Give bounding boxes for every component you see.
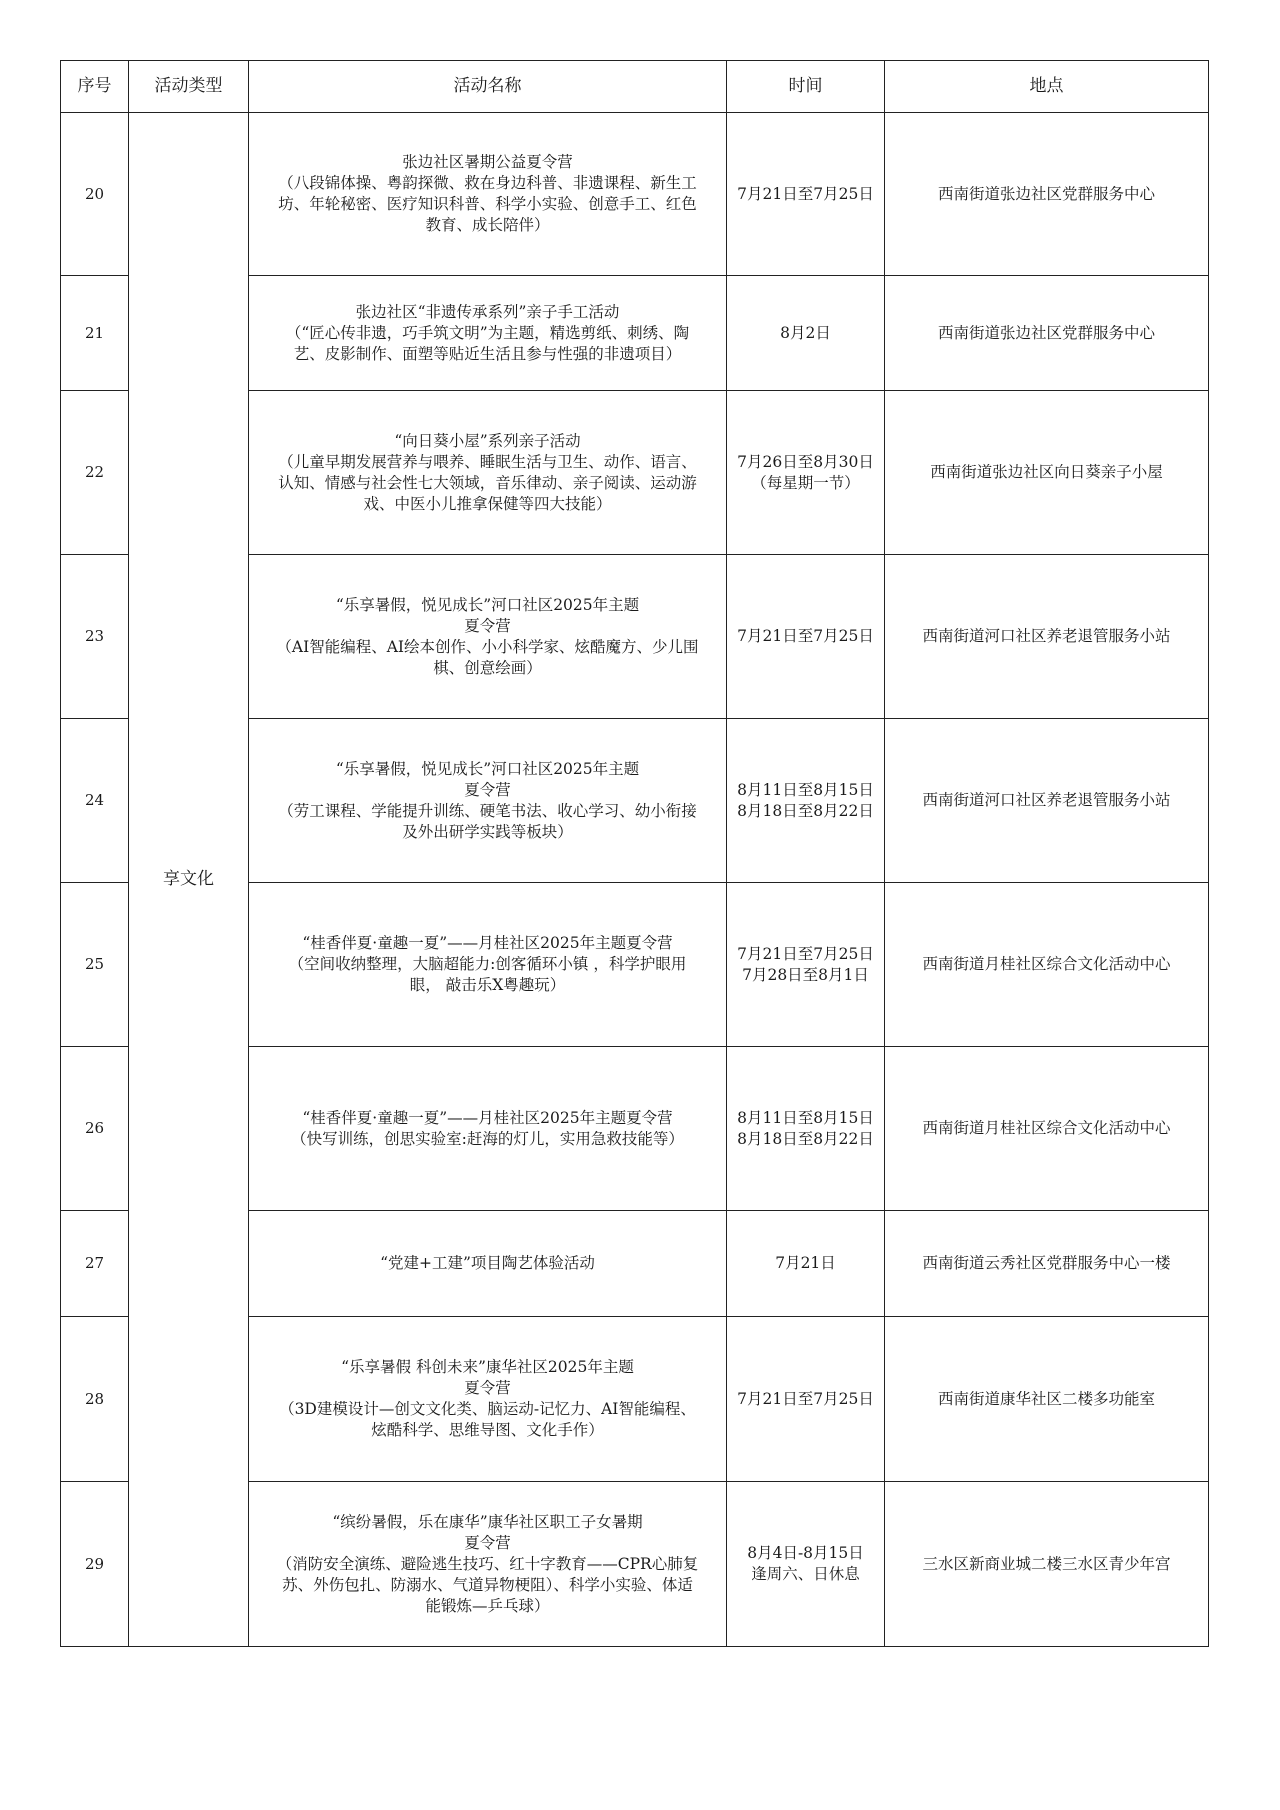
- time-cell: [727, 1317, 885, 1482]
- activity-name-line: 夏令营: [464, 616, 511, 635]
- activity-name-line: 夏令营: [464, 780, 511, 799]
- seq-cell: 27: [61, 1211, 129, 1317]
- time-line: 7月26日至8月30日: [737, 452, 874, 471]
- activity-name-line: （“匠心传非遗，巧手筑文明”为主题，精选剪纸、刺绣、陶: [285, 323, 690, 342]
- header-time: 时间: [727, 61, 885, 113]
- activity-type-cell: 享文化: [129, 113, 249, 1647]
- activity-name-line: 眼， 敲击乐X粤趣玩）: [409, 976, 566, 994]
- activity-name-line: （八段锦体操、粤韵探微、救在身边科普、非遗课程、新生工: [278, 174, 697, 192]
- time-line: 7月28日至8月1日: [742, 965, 869, 984]
- activity-name-cell: [249, 883, 727, 1047]
- time-line: 逢周六、日休息: [751, 1565, 860, 1583]
- activity-name-cell: [249, 555, 727, 719]
- time-cell: [727, 276, 885, 391]
- place-cell: 西南街道月桂社区综合文化活动中心: [885, 1047, 1209, 1211]
- activity-name-line: 夏令营: [464, 1379, 511, 1397]
- time-line: 7月21日至7月25日: [737, 944, 874, 963]
- seq-cell: 26: [61, 1047, 129, 1211]
- activity-name-line: “桂香伴夏·童趣一夏”——月桂社区2025年主题夏令营: [302, 934, 673, 952]
- table-header-row: [61, 61, 1209, 113]
- seq-cell: 23: [61, 555, 129, 719]
- place-cell: 西南街道河口社区养老退管服务小站: [885, 555, 1209, 719]
- seq-cell: 28: [61, 1317, 129, 1482]
- activity-name-line: （劳工课程、学能提升训练、硬笔书法、收心学习、幼小衔接: [278, 801, 697, 820]
- activity-name-line: “向日葵小屋”系列亲子活动: [394, 431, 581, 450]
- time-cell: [727, 1211, 885, 1317]
- activity-name-line: “乐享暑假 科创未来”康华社区2025年主题: [341, 1358, 634, 1376]
- time-cell: [727, 113, 885, 276]
- activity-name-line: 坊、年轮秘密、医疗知识科普、科学小实验、创意手工、红色: [278, 195, 697, 213]
- seq-cell: 24: [61, 719, 129, 883]
- activity-name-line: 张边社区暑期公益夏令营: [402, 153, 573, 171]
- time-line: 7月21日至7月25日: [737, 627, 874, 645]
- activity-name-cell: [249, 719, 727, 883]
- activity-name-line: （3D建模设计—创文文化类、脑运动-记忆力、AI智能编程、: [279, 1400, 696, 1418]
- activity-name-line: 认知、情感与社会性七大领域，音乐律动、亲子阅读、运动游: [278, 473, 697, 492]
- seq-cell: 20: [61, 113, 129, 276]
- seq-cell: 25: [61, 883, 129, 1047]
- activity-name-cell: [249, 276, 727, 391]
- activity-name-line: （AI智能编程、AI绘本创作、小小科学家、炫酷魔方、少儿围: [276, 637, 699, 656]
- time-line: 7月21日: [775, 1254, 836, 1272]
- header-seq: 序号: [61, 61, 129, 113]
- time-cell: [727, 1482, 885, 1647]
- activity-name-line: 棋、创意绘画）: [433, 658, 542, 677]
- seq-cell: 21: [61, 276, 129, 391]
- activity-name-cell: [249, 1317, 727, 1482]
- place-cell: 西南街道张边社区党群服务中心: [885, 113, 1209, 276]
- activity-name-line: 苏、外伤包扎、防溺水、气道异物梗阻）、科学小实验、体适: [282, 1575, 693, 1594]
- activity-name-line: 能锻炼—乒乓球）: [425, 1596, 550, 1615]
- activity-name-line: “桂香伴夏·童趣一夏”——月桂社区2025年主题夏令营: [302, 1108, 673, 1127]
- activity-name-cell: [249, 113, 727, 276]
- activity-name-line: “乐享暑假，悦见成长”河口社区2025年主题: [335, 595, 640, 614]
- activity-name-cell: [249, 1211, 727, 1317]
- time-cell: [727, 391, 885, 555]
- activity-name-line: （快写训练，创思实验室:赶海的灯儿，实用急救技能等）: [291, 1129, 684, 1148]
- time-line: 8月11日至8月15日: [737, 780, 874, 799]
- place-cell: 西南街道康华社区二楼多功能室: [885, 1317, 1209, 1482]
- activity-name-line: 戏、中医小儿推拿保健等四大技能）: [363, 494, 612, 513]
- time-line: （每星期一节）: [751, 473, 860, 492]
- activity-name-line: 炫酷科学、思维导图、文化手作）: [371, 1421, 604, 1439]
- activity-name-line: “缤纷暑假，乐在康华”康华社区职工子女暑期: [332, 1512, 643, 1531]
- time-line: 8月4日-8月15日: [747, 1544, 864, 1562]
- activity-name-cell: [249, 1047, 727, 1211]
- place-cell: 西南街道河口社区养老退管服务小站: [885, 719, 1209, 883]
- time-line: 7月21日至7月25日: [737, 184, 874, 203]
- activity-name-cell: [249, 1482, 727, 1647]
- activity-name-line: （消防安全演练、避险逃生技巧、红十字教育——CPR心肺复: [276, 1554, 699, 1573]
- seq-cell: 29: [61, 1482, 129, 1647]
- activity-name-line: 艺、皮影制作、面塑等贴近生活且参与性强的非遗项目）: [293, 344, 682, 363]
- time-line: 8月18日至8月22日: [737, 801, 874, 820]
- activity-name-line: 及外出研学实践等板块）: [402, 822, 573, 841]
- activity-table: [60, 60, 1209, 1647]
- time-cell: [727, 883, 885, 1047]
- activity-name-line: 夏令营: [464, 1533, 511, 1552]
- activity-name-line: 教育、成长陪伴）: [425, 216, 550, 234]
- time-line: 8月2日: [780, 323, 831, 342]
- seq-cell: 22: [61, 391, 129, 555]
- table-row: [61, 113, 1209, 276]
- time-line: 7月21日至7月25日: [737, 1389, 874, 1408]
- place-cell: 西南街道月桂社区综合文化活动中心: [885, 883, 1209, 1047]
- place-cell: 西南街道张边社区向日葵亲子小屋: [885, 391, 1209, 555]
- header-type: 活动类型: [129, 61, 249, 113]
- place-cell: 三水区新商业城二楼三水区青少年宫: [885, 1482, 1209, 1647]
- activity-name-line: （空间收纳整理，大脑超能力:创客循环小镇 ，科学护眼用: [288, 955, 687, 973]
- time-cell: [727, 719, 885, 883]
- time-cell: [727, 1047, 885, 1211]
- activity-name-cell: [249, 391, 727, 555]
- time-line: 8月11日至8月15日: [737, 1108, 874, 1127]
- place-cell: 西南街道云秀社区党群服务中心一楼: [885, 1211, 1209, 1317]
- activity-name-line: （儿童早期发展营养与喂养、睡眠生活与卫生、动作、语言、: [278, 452, 697, 471]
- time-cell: [727, 555, 885, 719]
- place-cell: 西南街道张边社区党群服务中心: [885, 276, 1209, 391]
- activity-name-line: “党建+工建”项目陶艺体验活动: [380, 1254, 595, 1272]
- activity-name-line: 张边社区“非遗传承系列”亲子手工活动: [355, 302, 620, 321]
- header-place: 地点: [885, 61, 1209, 113]
- activity-name-line: “乐享暑假，悦见成长”河口社区2025年主题: [335, 759, 640, 778]
- header-name: 活动名称: [249, 61, 727, 113]
- time-line: 8月18日至8月22日: [737, 1129, 874, 1148]
- table-body: [61, 113, 1209, 1647]
